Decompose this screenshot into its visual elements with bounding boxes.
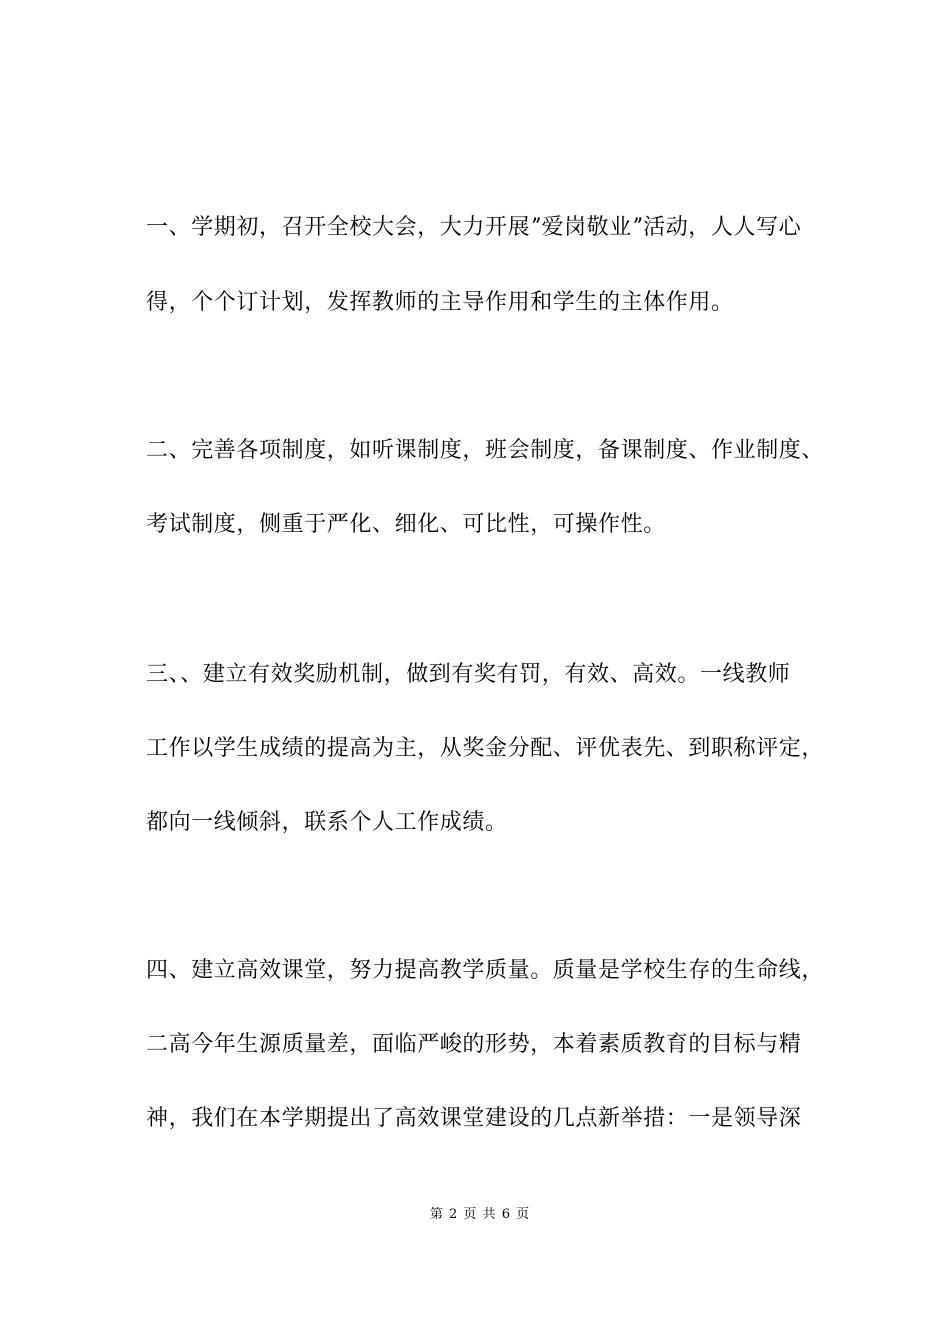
- paragraph-line: 神，我们在本学期提出了高效课堂建设的几点新举措：一是领导深: [146, 1106, 802, 1131]
- paragraph-line: 二、完善各项制度，如听课制度，班会制度，备课制度、作业制度、: [146, 438, 825, 463]
- paragraph-line: 二高今年生源质量差，面临严峻的形势，本着素质教育的目标与精: [146, 1032, 802, 1057]
- paragraph-line: 四、建立高效课堂，努力提高教学质量。质量是学校生存的生命线，: [146, 958, 825, 983]
- paragraph-line: 三、、建立有效奖励机制，做到有奖有罚，有效、高效。一线教师: [146, 662, 791, 687]
- page-number-footer: 第 2 页 共 6 页: [429, 1207, 531, 1222]
- paragraph-line: 考试制度，侧重于严化、细化、可比性，可操作性。: [146, 512, 666, 537]
- paragraph-line: 一、学期初，召开全校大会，大力开展ˮ爱岗敬业ˮ活动，人人写心: [146, 215, 802, 240]
- paragraph-line: 得，个个订计划，发挥教师的主导作用和学生的主体作用。: [146, 290, 734, 315]
- paragraph-line: 工作以学生成绩的提高为主，从奖金分配、评优表先、到职称评定，: [146, 736, 825, 761]
- paragraph-line: 都向一线倾斜，联系个人工作成绩。: [146, 810, 508, 835]
